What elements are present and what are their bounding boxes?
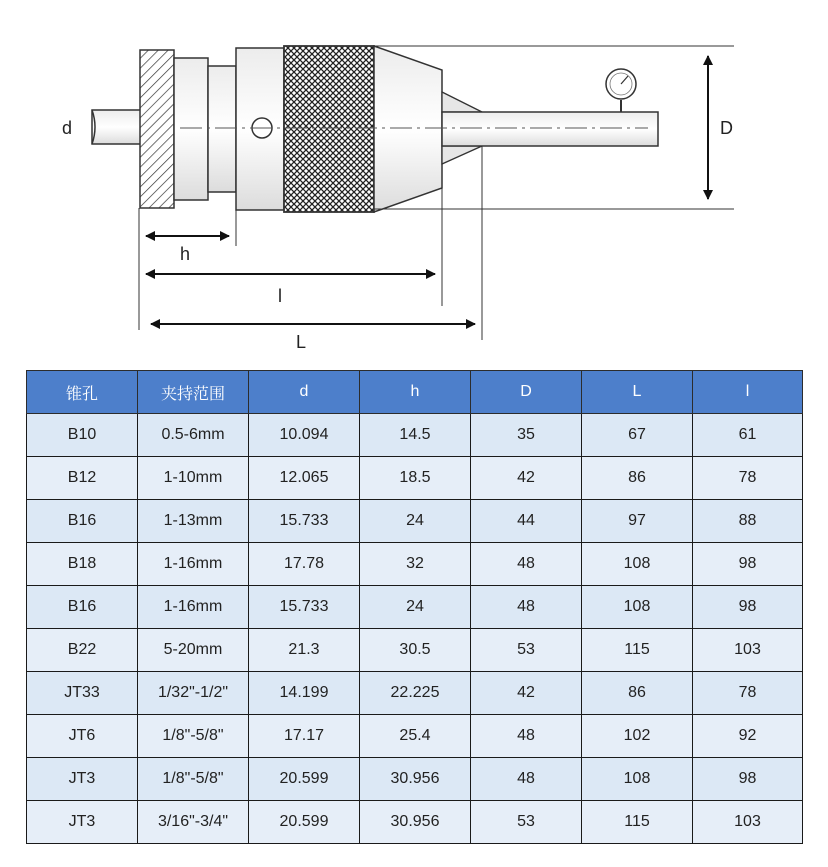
header-D: D bbox=[471, 371, 582, 414]
cell-h: 30.956 bbox=[360, 801, 471, 844]
cell-d: 20.599 bbox=[249, 801, 360, 844]
cell-D: 42 bbox=[471, 457, 582, 500]
cell-L: 108 bbox=[582, 586, 693, 629]
cell-l: 98 bbox=[693, 543, 803, 586]
table-row bbox=[27, 672, 803, 715]
table-row bbox=[27, 758, 803, 801]
cell-D: 35 bbox=[471, 414, 582, 457]
header-d: d bbox=[249, 371, 360, 414]
cell-l: 92 bbox=[693, 715, 803, 758]
chuck-body bbox=[236, 48, 284, 210]
header-h: h bbox=[360, 371, 471, 414]
cell-clamping-range: 5-20mm bbox=[138, 629, 249, 672]
cell-L: 102 bbox=[582, 715, 693, 758]
cell-d: 21.3 bbox=[249, 629, 360, 672]
cell-h: 25.4 bbox=[360, 715, 471, 758]
cell-h: 24 bbox=[360, 586, 471, 629]
cell-D: 53 bbox=[471, 629, 582, 672]
table-row bbox=[27, 500, 803, 543]
cell-l: 98 bbox=[693, 586, 803, 629]
cell-D: 44 bbox=[471, 500, 582, 543]
hatched-flange bbox=[140, 50, 174, 208]
drill-bit bbox=[442, 112, 658, 146]
cell-l: 103 bbox=[693, 629, 803, 672]
header-clamping-range: 夹持范围 bbox=[138, 371, 249, 414]
header-l: l bbox=[693, 371, 803, 414]
header-taper: 锥孔 bbox=[27, 371, 138, 414]
cell-h: 22.225 bbox=[360, 672, 471, 715]
cell-L: 115 bbox=[582, 629, 693, 672]
cell-h: 30.956 bbox=[360, 758, 471, 801]
dial-indicator-icon bbox=[606, 69, 636, 112]
cell-L: 115 bbox=[582, 801, 693, 844]
cell-D: 48 bbox=[471, 543, 582, 586]
cell-d: 12.065 bbox=[249, 457, 360, 500]
cell-taper: B12 bbox=[27, 457, 138, 500]
cell-L: 86 bbox=[582, 672, 693, 715]
cell-clamping-range: 1-16mm bbox=[138, 586, 249, 629]
cell-taper: JT3 bbox=[27, 801, 138, 844]
cell-d: 14.199 bbox=[249, 672, 360, 715]
chuck-neck bbox=[174, 58, 236, 200]
cell-clamping-range: 1/32"-1/2" bbox=[138, 672, 249, 715]
table-row bbox=[27, 457, 803, 500]
label-D: D bbox=[720, 118, 733, 138]
cell-D: 48 bbox=[471, 715, 582, 758]
cell-l: 78 bbox=[693, 672, 803, 715]
cell-d: 17.78 bbox=[249, 543, 360, 586]
label-L: L bbox=[296, 332, 307, 350]
knurled-sleeve bbox=[284, 46, 374, 212]
cell-taper: JT33 bbox=[27, 672, 138, 715]
cell-l: 98 bbox=[693, 758, 803, 801]
label-h: h bbox=[180, 244, 191, 264]
cell-l: 61 bbox=[693, 414, 803, 457]
cell-D: 48 bbox=[471, 758, 582, 801]
cell-L: 108 bbox=[582, 758, 693, 801]
cell-taper: B16 bbox=[27, 586, 138, 629]
cell-L: 97 bbox=[582, 500, 693, 543]
table-row bbox=[27, 414, 803, 457]
cell-D: 53 bbox=[471, 801, 582, 844]
table-header-row bbox=[27, 371, 803, 414]
chuck-nose-cone bbox=[374, 46, 442, 212]
table-row bbox=[27, 629, 803, 672]
arbor-shaft bbox=[92, 110, 144, 144]
drill-chuck-diagram bbox=[0, 0, 828, 350]
cell-h: 18.5 bbox=[360, 457, 471, 500]
table-row bbox=[27, 543, 803, 586]
cell-h: 30.5 bbox=[360, 629, 471, 672]
cell-D: 48 bbox=[471, 586, 582, 629]
cell-l: 88 bbox=[693, 500, 803, 543]
table-row bbox=[27, 801, 803, 844]
cell-L: 86 bbox=[582, 457, 693, 500]
cell-l: 78 bbox=[693, 457, 803, 500]
cell-clamping-range: 1/8"-5/8" bbox=[138, 715, 249, 758]
header-L: L bbox=[582, 371, 693, 414]
cell-L: 67 bbox=[582, 414, 693, 457]
cell-taper: JT6 bbox=[27, 715, 138, 758]
cell-d: 15.733 bbox=[249, 586, 360, 629]
cell-clamping-range: 1-13mm bbox=[138, 500, 249, 543]
cell-clamping-range: 0.5-6mm bbox=[138, 414, 249, 457]
label-d: d bbox=[62, 118, 73, 138]
cell-taper: B22 bbox=[27, 629, 138, 672]
cell-h: 24 bbox=[360, 500, 471, 543]
cell-d: 20.599 bbox=[249, 758, 360, 801]
cell-D: 42 bbox=[471, 672, 582, 715]
label-l: l bbox=[278, 286, 282, 306]
cell-d: 10.094 bbox=[249, 414, 360, 457]
cell-clamping-range: 1/8"-5/8" bbox=[138, 758, 249, 801]
table-row bbox=[27, 586, 803, 629]
cell-l: 103 bbox=[693, 801, 803, 844]
cell-clamping-range: 1-16mm bbox=[138, 543, 249, 586]
cell-d: 17.17 bbox=[249, 715, 360, 758]
cell-clamping-range: 3/16"-3/4" bbox=[138, 801, 249, 844]
table-row bbox=[27, 715, 803, 758]
cell-h: 14.5 bbox=[360, 414, 471, 457]
cell-h: 32 bbox=[360, 543, 471, 586]
cell-d: 15.733 bbox=[249, 500, 360, 543]
cell-taper: B18 bbox=[27, 543, 138, 586]
cell-taper: B16 bbox=[27, 500, 138, 543]
spec-table bbox=[26, 370, 803, 844]
cell-taper: B10 bbox=[27, 414, 138, 457]
cell-taper: JT3 bbox=[27, 758, 138, 801]
cell-L: 108 bbox=[582, 543, 693, 586]
cell-clamping-range: 1-10mm bbox=[138, 457, 249, 500]
